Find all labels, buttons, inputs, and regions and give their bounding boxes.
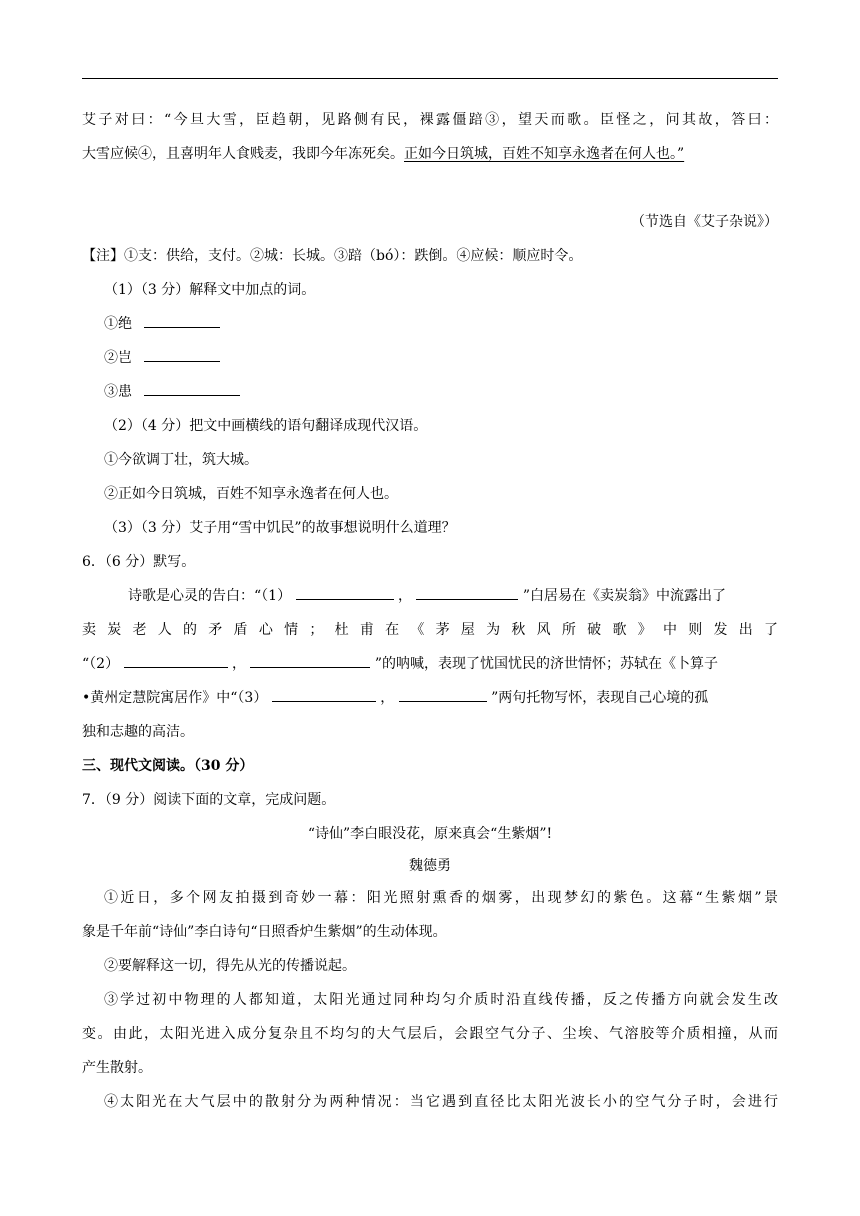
- article-title: “诗仙”李白眼没花，原来真会“生紫烟”!: [307, 826, 553, 842]
- q6-line-1-c: ”白居易在《卖炭翁》中流露出了: [522, 588, 727, 604]
- q5-word-1: [104, 314, 220, 334]
- q6-line-3: [82, 654, 718, 674]
- answer-blank[interactable]: [144, 314, 220, 328]
- q5-sentence-2: ②正如今日筑城，百姓不知享永逸者在何人也。: [104, 486, 398, 502]
- q6-line-2: 卖炭老人的矛盾心情；杜甫在《茅屋为秋风所破歌》中则发出了: [82, 622, 778, 638]
- q6-line-4-a: •黄州定慧院寓居作》中“（3）: [82, 690, 268, 706]
- story-line-2-text: 大雪应候④，且喜明年人食贱麦，我即今年冻死矣。: [82, 146, 404, 162]
- story-source: （节选自《艾子杂说》）: [631, 214, 778, 230]
- section-3-heading: 三、现代文阅读。（30 分）: [82, 758, 254, 774]
- article-author: 魏德勇: [409, 858, 451, 874]
- word-1-label: ①绝: [104, 316, 132, 332]
- article-p3-line-3: 产生散射。: [82, 1060, 152, 1076]
- answer-blank[interactable]: [144, 348, 220, 362]
- fill-blank-2a[interactable]: [124, 654, 228, 668]
- article-p3-line-1: ③学过初中物理的人都知道，太阳光通过同种均匀介质时沿直线传播，反之传播方向就会发生改: [104, 992, 778, 1008]
- fill-blank-3a[interactable]: [272, 688, 376, 702]
- article-p4: ④太阳光在大气层中的散射分为两种情况：当它遇到直径比太阳光波长小的空气分子时，会进行: [104, 1094, 778, 1110]
- q6-line-4: [82, 688, 708, 708]
- header-rule: [82, 78, 778, 79]
- story-line-1: 艾子对曰：“今旦大雪，臣趋朝，见路侧有民，裸露僵踣③，望天而歌。臣怪之，问其故，答曰：: [82, 112, 778, 128]
- q5-word-2: [104, 348, 220, 368]
- fill-blank-1a[interactable]: [296, 586, 394, 600]
- q5-word-3: [104, 382, 240, 402]
- q5-sub2: （2）（4 分）把文中画横线的语句翻译成现代汉语。: [104, 418, 428, 434]
- q7-heading: 7．（9 分）阅读下面的文章，完成问题。: [82, 792, 336, 808]
- q6-line-1-a: 诗歌是心灵的告白：“（1）: [128, 588, 292, 604]
- article-p1-line-2: 象是千年前“诗仙”李白诗句“日照香炉生紫烟”的生动体现。: [82, 924, 447, 940]
- q6-heading: 6．（6 分）默写。: [82, 554, 196, 570]
- article-p1-line-1: ①近日，多个网友拍摄到奇妙一幕：阳光照射熏香的烟雾，出现梦幻的紫色。这幕“生紫烟”景: [104, 890, 778, 906]
- word-3-label: ③患: [104, 384, 132, 400]
- q6-line-1: [128, 586, 726, 606]
- answer-blank[interactable]: [144, 382, 240, 396]
- q6-line-3-c: ”的呐喊，表现了忧国忧民的济世情怀；苏轼在《卜算子: [374, 656, 719, 672]
- q5-sub3: （3）（3 分）艾子用“雪中饥民”的故事想说明什么道理？: [104, 520, 456, 536]
- story-note: 【注】①支：供给，支付。②城：长城。③踣（bó）：跌倒。④应候：顺应时令。: [82, 248, 583, 264]
- article-p2: ②要解释这一切，得先从光的传播说起。: [104, 958, 356, 974]
- q5-sub1: （1）（3 分）解释文中加点的词。: [104, 282, 316, 298]
- q6-comma: ，: [397, 588, 412, 604]
- word-2-label: ②岂: [104, 350, 132, 366]
- q6-line-5: 独和志趣的高洁。: [82, 724, 194, 740]
- q6-comma: ，: [231, 656, 246, 672]
- fill-blank-3b[interactable]: [399, 688, 487, 702]
- fill-blank-2b[interactable]: [250, 654, 370, 668]
- fill-blank-1b[interactable]: [416, 586, 518, 600]
- q6-line-3-a: “（2）: [82, 656, 120, 672]
- q6-line-4-c: ”两句托物写怀，表现自己心境的孤: [491, 690, 709, 706]
- article-p3-line-2: 变。由此，太阳光进入成分复杂且不均匀的大气层后，会跟空气分子、尘埃、气溶胶等介质相撞，从而: [82, 1026, 778, 1042]
- story-line-2: [82, 144, 684, 164]
- underlined-sentence: 正如今日筑城，百姓不知享永逸者在何人也。”: [404, 146, 685, 162]
- q5-sentence-1: ①今欲调丁壮，筑大城。: [104, 452, 258, 468]
- q6-comma: ，: [380, 690, 395, 706]
